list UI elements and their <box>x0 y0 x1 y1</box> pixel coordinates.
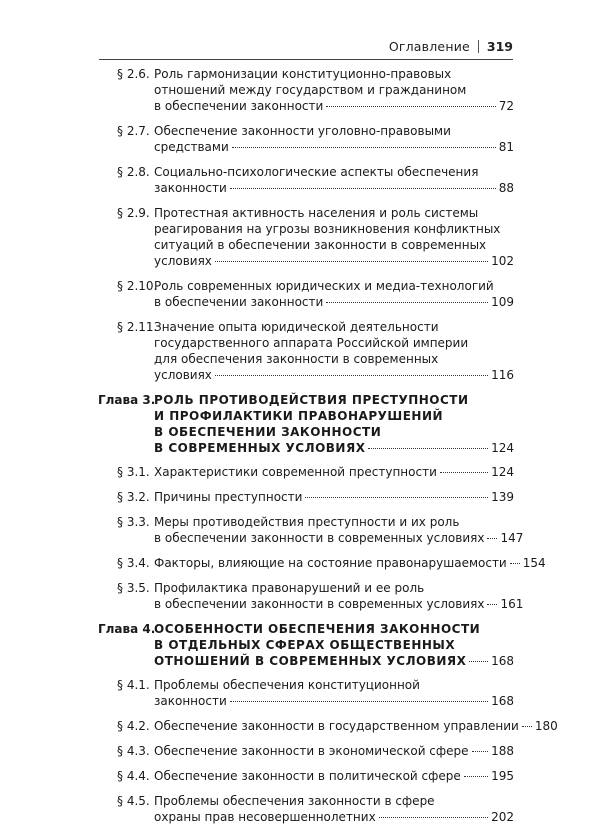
entry-number: § 2.11. <box>117 320 158 334</box>
entry-number: § 4.3. <box>117 744 150 758</box>
entry-number: § 2.9. <box>117 206 150 220</box>
entry-title <box>154 66 514 114</box>
title-line: Обеспечение законности в политической сфере <box>154 769 461 783</box>
dot-leader <box>472 751 489 752</box>
entry-title <box>154 123 514 155</box>
dot-leader <box>522 726 532 727</box>
title-line: Причины преступности <box>154 490 303 504</box>
title-line: законности <box>154 181 227 195</box>
entry-number: § 2.6. <box>117 67 150 81</box>
running-header <box>0 37 513 55</box>
title-line: условиях <box>154 368 212 382</box>
dot-leader <box>326 106 495 107</box>
toc-entry[interactable] <box>96 514 524 546</box>
title-line: Обеспечение законности в экономической сфере <box>154 744 469 758</box>
entry-page: 180 <box>534 719 558 733</box>
entry-page: 102 <box>491 254 514 268</box>
dot-leader <box>232 147 496 148</box>
dot-leader <box>464 776 488 777</box>
title-line: Роль современных юридических и медиа-технологий <box>154 279 494 293</box>
entry-page: 72 <box>498 99 514 113</box>
title-line: в обеспечении законности в современных условиях <box>154 597 485 611</box>
entry-number: § 3.1. <box>117 465 150 479</box>
title-line: Социально-психологические аспекты обеспечения <box>154 165 479 179</box>
dot-leader <box>510 563 520 564</box>
entry-number: § 3.4. <box>117 556 150 570</box>
entry-page: 124 <box>491 465 514 479</box>
entry-title <box>154 164 514 196</box>
entry-number: § 2.10. <box>117 279 158 293</box>
entry-title <box>154 514 523 546</box>
title-line: реагирования на угрозы возникновения конфликтных <box>154 222 501 236</box>
entry-page: 168 <box>491 654 514 668</box>
entry-title <box>154 768 514 784</box>
entry-page: 202 <box>491 810 514 824</box>
dot-leader <box>305 497 488 498</box>
title-line: государственного аппарата Российской империи <box>154 336 469 350</box>
toc-entry[interactable] <box>96 768 514 784</box>
title-line: Факторы, влияющие на состояние правонарушаемости <box>154 556 507 570</box>
entry-number: § 3.2. <box>117 490 150 504</box>
entry-title <box>154 392 514 456</box>
section-title: Оглавление <box>388 38 470 54</box>
table-of-contents <box>96 66 558 834</box>
toc-entry[interactable] <box>96 205 514 269</box>
dot-leader <box>487 538 497 539</box>
entry-title <box>154 621 514 669</box>
title-line: отношений между государством и гражданином <box>154 83 467 97</box>
entry-number: § 4.5. <box>117 794 150 808</box>
toc-entry[interactable] <box>96 66 514 114</box>
entry-number: § 4.2. <box>117 719 150 733</box>
entry-title <box>154 464 514 480</box>
toc-entry[interactable] <box>96 278 514 310</box>
title-line: в обеспечении законности <box>154 99 324 113</box>
toc-chapter[interactable] <box>96 621 514 669</box>
entry-title <box>154 677 514 709</box>
header-separator <box>478 40 479 53</box>
title-line: В ОБЕСПЕЧЕНИИ ЗАКОННОСТИ <box>154 425 382 439</box>
entry-page: 109 <box>491 295 514 309</box>
dot-leader <box>215 375 488 376</box>
title-line: Проблемы обеспечения конституционной <box>154 678 420 692</box>
entry-page: 88 <box>498 181 514 195</box>
title-line: законности <box>154 694 227 708</box>
dot-leader <box>326 302 488 303</box>
title-line: в обеспечении законности <box>154 295 324 309</box>
title-line: Обеспечение законности уголовно-правовыми <box>154 124 451 138</box>
entry-page: 116 <box>491 368 514 382</box>
title-line: Проблемы обеспечения законности в сфере <box>154 794 435 808</box>
entry-title <box>154 743 514 759</box>
entry-page: 154 <box>522 556 546 570</box>
page-number: 319 <box>486 38 513 54</box>
entry-number: § 2.8. <box>117 165 150 179</box>
entry-page: 161 <box>500 597 524 611</box>
entry-number: § 3.5. <box>117 581 150 595</box>
dot-leader <box>379 817 488 818</box>
entry-number: Глава 3. <box>98 393 156 407</box>
entry-title <box>154 555 546 571</box>
entry-title <box>154 205 514 269</box>
title-line: Меры противодействия преступности и их роль <box>154 515 460 529</box>
toc-entry[interactable] <box>96 164 514 196</box>
entry-title <box>154 489 514 505</box>
entry-title <box>154 319 514 383</box>
entry-page: 139 <box>491 490 514 504</box>
entry-number: § 4.4. <box>117 769 150 783</box>
toc-entry[interactable] <box>96 489 514 505</box>
entry-page: 124 <box>491 441 514 455</box>
header-rule <box>99 59 513 60</box>
dot-leader <box>440 472 488 473</box>
entry-title <box>154 580 523 612</box>
entry-page: 81 <box>498 140 514 154</box>
title-line: Обеспечение законности в государственном управлении <box>154 719 519 733</box>
entry-page: 188 <box>491 744 514 758</box>
toc-entry[interactable] <box>96 580 524 612</box>
title-line: Значение опыта юридической деятельности <box>154 320 439 334</box>
title-line: И ПРОФИЛАКТИКИ ПРАВОНАРУШЕНИЙ <box>154 409 444 423</box>
entry-page: 147 <box>500 531 524 545</box>
dot-leader <box>215 261 488 262</box>
dot-leader <box>487 604 497 605</box>
toc-entry[interactable] <box>96 677 514 709</box>
title-line: средствами <box>154 140 229 154</box>
title-line: Роль гармонизации конституционно-правовых <box>154 67 452 81</box>
dot-leader <box>469 661 488 662</box>
title-line: В ОТДЕЛЬНЫХ СФЕРАХ ОБЩЕСТВЕННЫХ <box>154 638 456 652</box>
entry-number: § 4.1. <box>117 678 150 692</box>
entry-title <box>154 278 514 310</box>
title-line: условиях <box>154 254 212 268</box>
title-line: для обеспечения законности в современных <box>154 352 439 366</box>
dot-leader <box>368 448 488 449</box>
toc-entry[interactable] <box>96 793 514 825</box>
entry-page: 168 <box>491 694 514 708</box>
dot-leader <box>230 188 496 189</box>
toc-entry[interactable] <box>96 555 546 571</box>
title-line: ОТНОШЕНИЙ В СОВРЕМЕННЫХ УСЛОВИЯХ <box>154 654 467 668</box>
entry-number: § 3.3. <box>117 515 150 529</box>
title-line: ситуаций в обеспечении законности в современных <box>154 238 487 252</box>
entry-number: Глава 4. <box>98 622 156 636</box>
title-line: в обеспечении законности в современных условиях <box>154 531 485 545</box>
title-line: Протестная активность населения и роль системы <box>154 206 479 220</box>
entry-page: 195 <box>491 769 514 783</box>
title-line: Характеристики современной преступности <box>154 465 437 479</box>
toc-entry[interactable] <box>96 718 558 734</box>
title-line: ОСОБЕННОСТИ ОБЕСПЕЧЕНИЯ ЗАКОННОСТИ <box>154 622 481 636</box>
toc-chapter[interactable] <box>96 392 514 456</box>
entry-title <box>154 718 558 734</box>
title-line: РОЛЬ ПРОТИВОДЕЙСТВИЯ ПРЕСТУПНОСТИ <box>154 393 469 407</box>
dot-leader <box>230 701 488 702</box>
title-line: Профилактика правонарушений и ее роль <box>154 581 425 595</box>
title-line: В СОВРЕМЕННЫХ УСЛОВИЯХ <box>154 441 366 455</box>
entry-title <box>154 793 514 825</box>
toc-entry[interactable] <box>96 319 514 383</box>
toc-entry[interactable] <box>96 464 514 480</box>
toc-entry[interactable] <box>96 743 514 759</box>
entry-number: § 2.7. <box>117 124 150 138</box>
toc-entry[interactable] <box>96 123 514 155</box>
title-line: охраны прав несовершеннолетних <box>154 810 376 824</box>
